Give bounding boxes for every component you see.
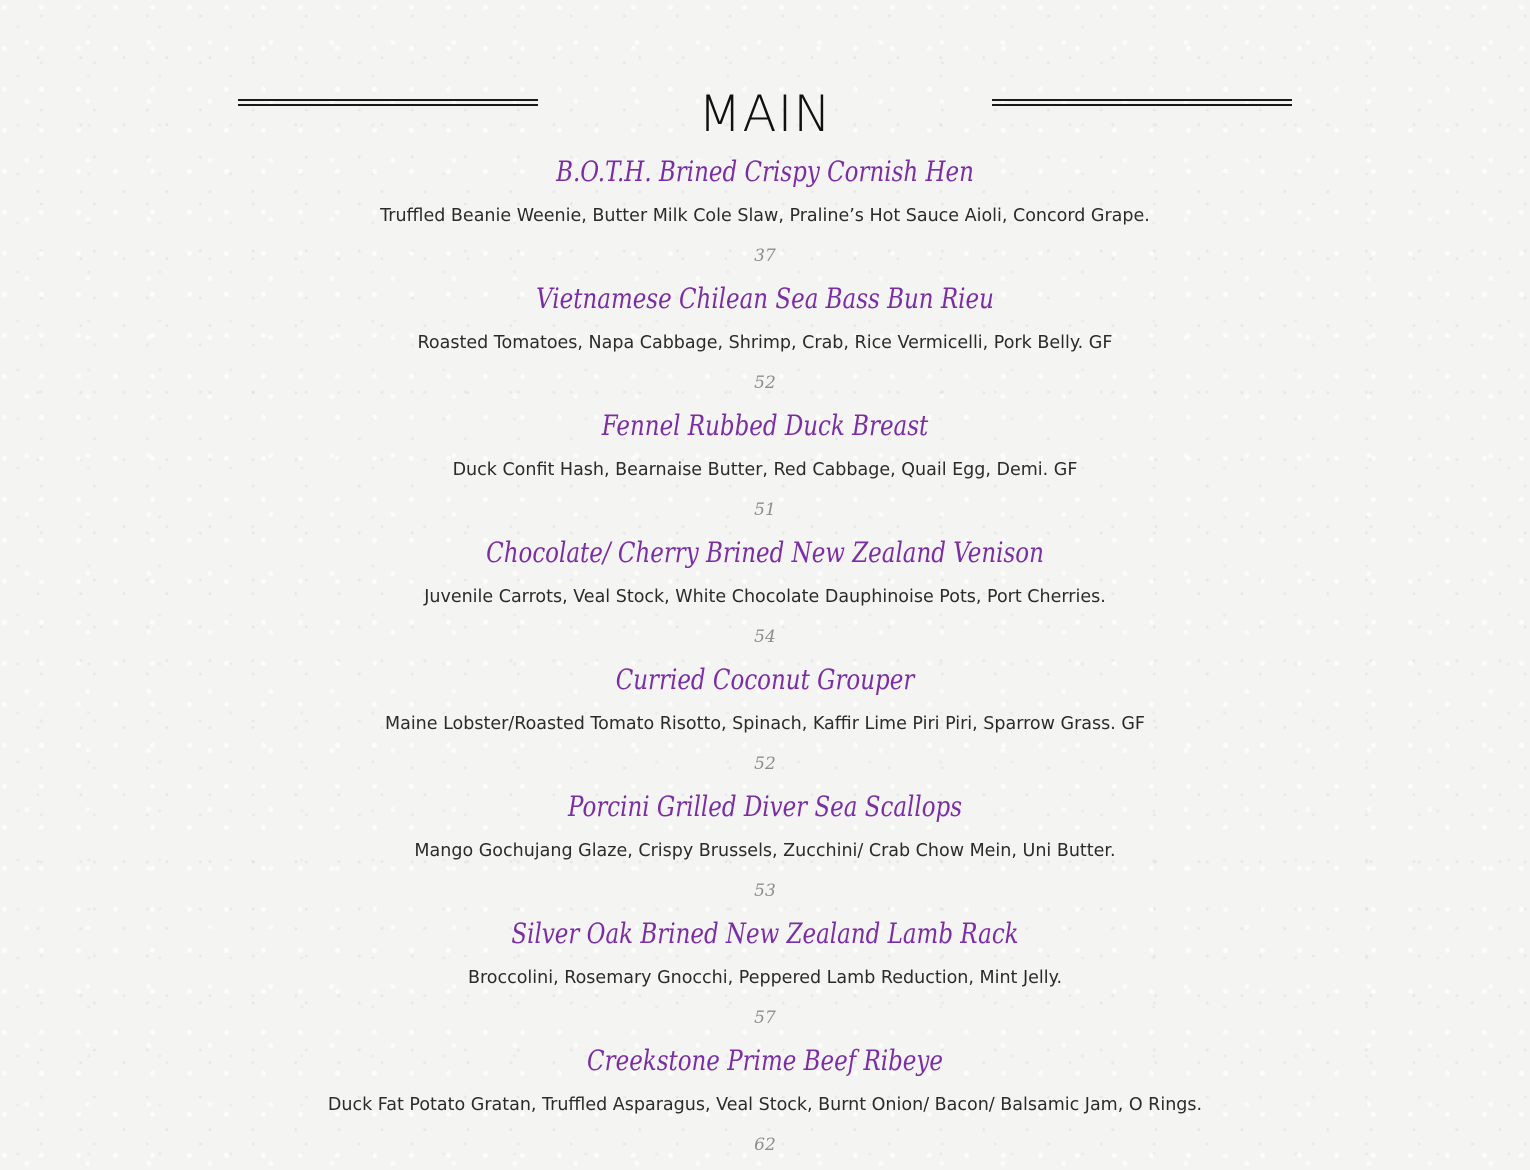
menu-item-description: Duck Fat Potato Gratan, Truffled Asparagus, Veal Stock, Burnt Onion/ Bacon/ Balsamic Jam, O Rings.: [327, 1095, 1203, 1115]
menu-item-description: Truffled Beanie Weenie, Butter Milk Cole Slaw, Praline’s Hot Sauce Aioli, Concord Grape.: [380, 206, 1150, 226]
menu-item-price: 52: [754, 754, 776, 774]
menu-item-name: Curried Coconut Grouper: [615, 663, 915, 696]
menu-item-price: 51: [754, 500, 776, 520]
menu-item: [0, 531, 1530, 658]
menu-item-name: Chocolate/ Cherry Brined New Zealand Venison: [486, 536, 1044, 569]
menu-item: [0, 1039, 1530, 1166]
menu-item-description: Duck Confit Hash, Bearnaise Butter, Red Cabbage, Quail Egg, Demi. GF: [452, 460, 1078, 480]
menu-item-description: Juvenile Carrots, Veal Stock, White Chocolate Dauphinoise Pots, Port Cherries.: [424, 587, 1106, 607]
menu-item-price: 52: [754, 373, 776, 393]
menu-item-price: 57: [754, 1008, 776, 1028]
menu-item-price: 62: [754, 1135, 776, 1155]
menu-item: [0, 912, 1530, 1039]
title-rule-right: [992, 99, 1292, 106]
menu-item-name: Fennel Rubbed Duck Breast: [601, 409, 929, 442]
menu-item: [0, 785, 1530, 912]
menu-item: [0, 277, 1530, 404]
menu-item: [0, 404, 1530, 531]
menu-item-description: Roasted Tomatoes, Napa Cabbage, Shrimp, Crab, Rice Vermicelli, Pork Belly. GF: [417, 333, 1113, 353]
menu-item-name: Vietnamese Chilean Sea Bass Bun Rieu: [536, 282, 994, 315]
menu-item-description: Mango Gochujang Glaze, Crispy Brussels, Zucchini/ Crab Chow Mein, Uni Butter.: [414, 841, 1116, 861]
menu-item-name: Silver Oak Brined New Zealand Lamb Rack: [511, 917, 1019, 950]
menu-list: [0, 150, 1530, 1166]
menu-item-name: Porcini Grilled Diver Sea Scallops: [567, 790, 963, 823]
menu-item-price: 37: [754, 246, 776, 266]
menu-item-name: B.O.T.H. Brined Crispy Cornish Hen: [556, 155, 974, 188]
menu-item-description: Broccolini, Rosemary Gnocchi, Peppered Lamb Reduction, Mint Jelly.: [467, 968, 1063, 988]
menu-item-price: 53: [754, 881, 776, 901]
menu-item-price: 54: [754, 627, 776, 647]
menu-item: [0, 658, 1530, 785]
menu-item: [0, 150, 1530, 277]
menu-item-name: Creekstone Prime Beef Ribeye: [587, 1044, 943, 1077]
menu-item-description: Maine Lobster/Roasted Tomato Risotto, Spinach, Kaffir Lime Piri Piri, Sparrow Grass. GF: [385, 714, 1145, 734]
section-title: MAIN: [698, 85, 832, 143]
